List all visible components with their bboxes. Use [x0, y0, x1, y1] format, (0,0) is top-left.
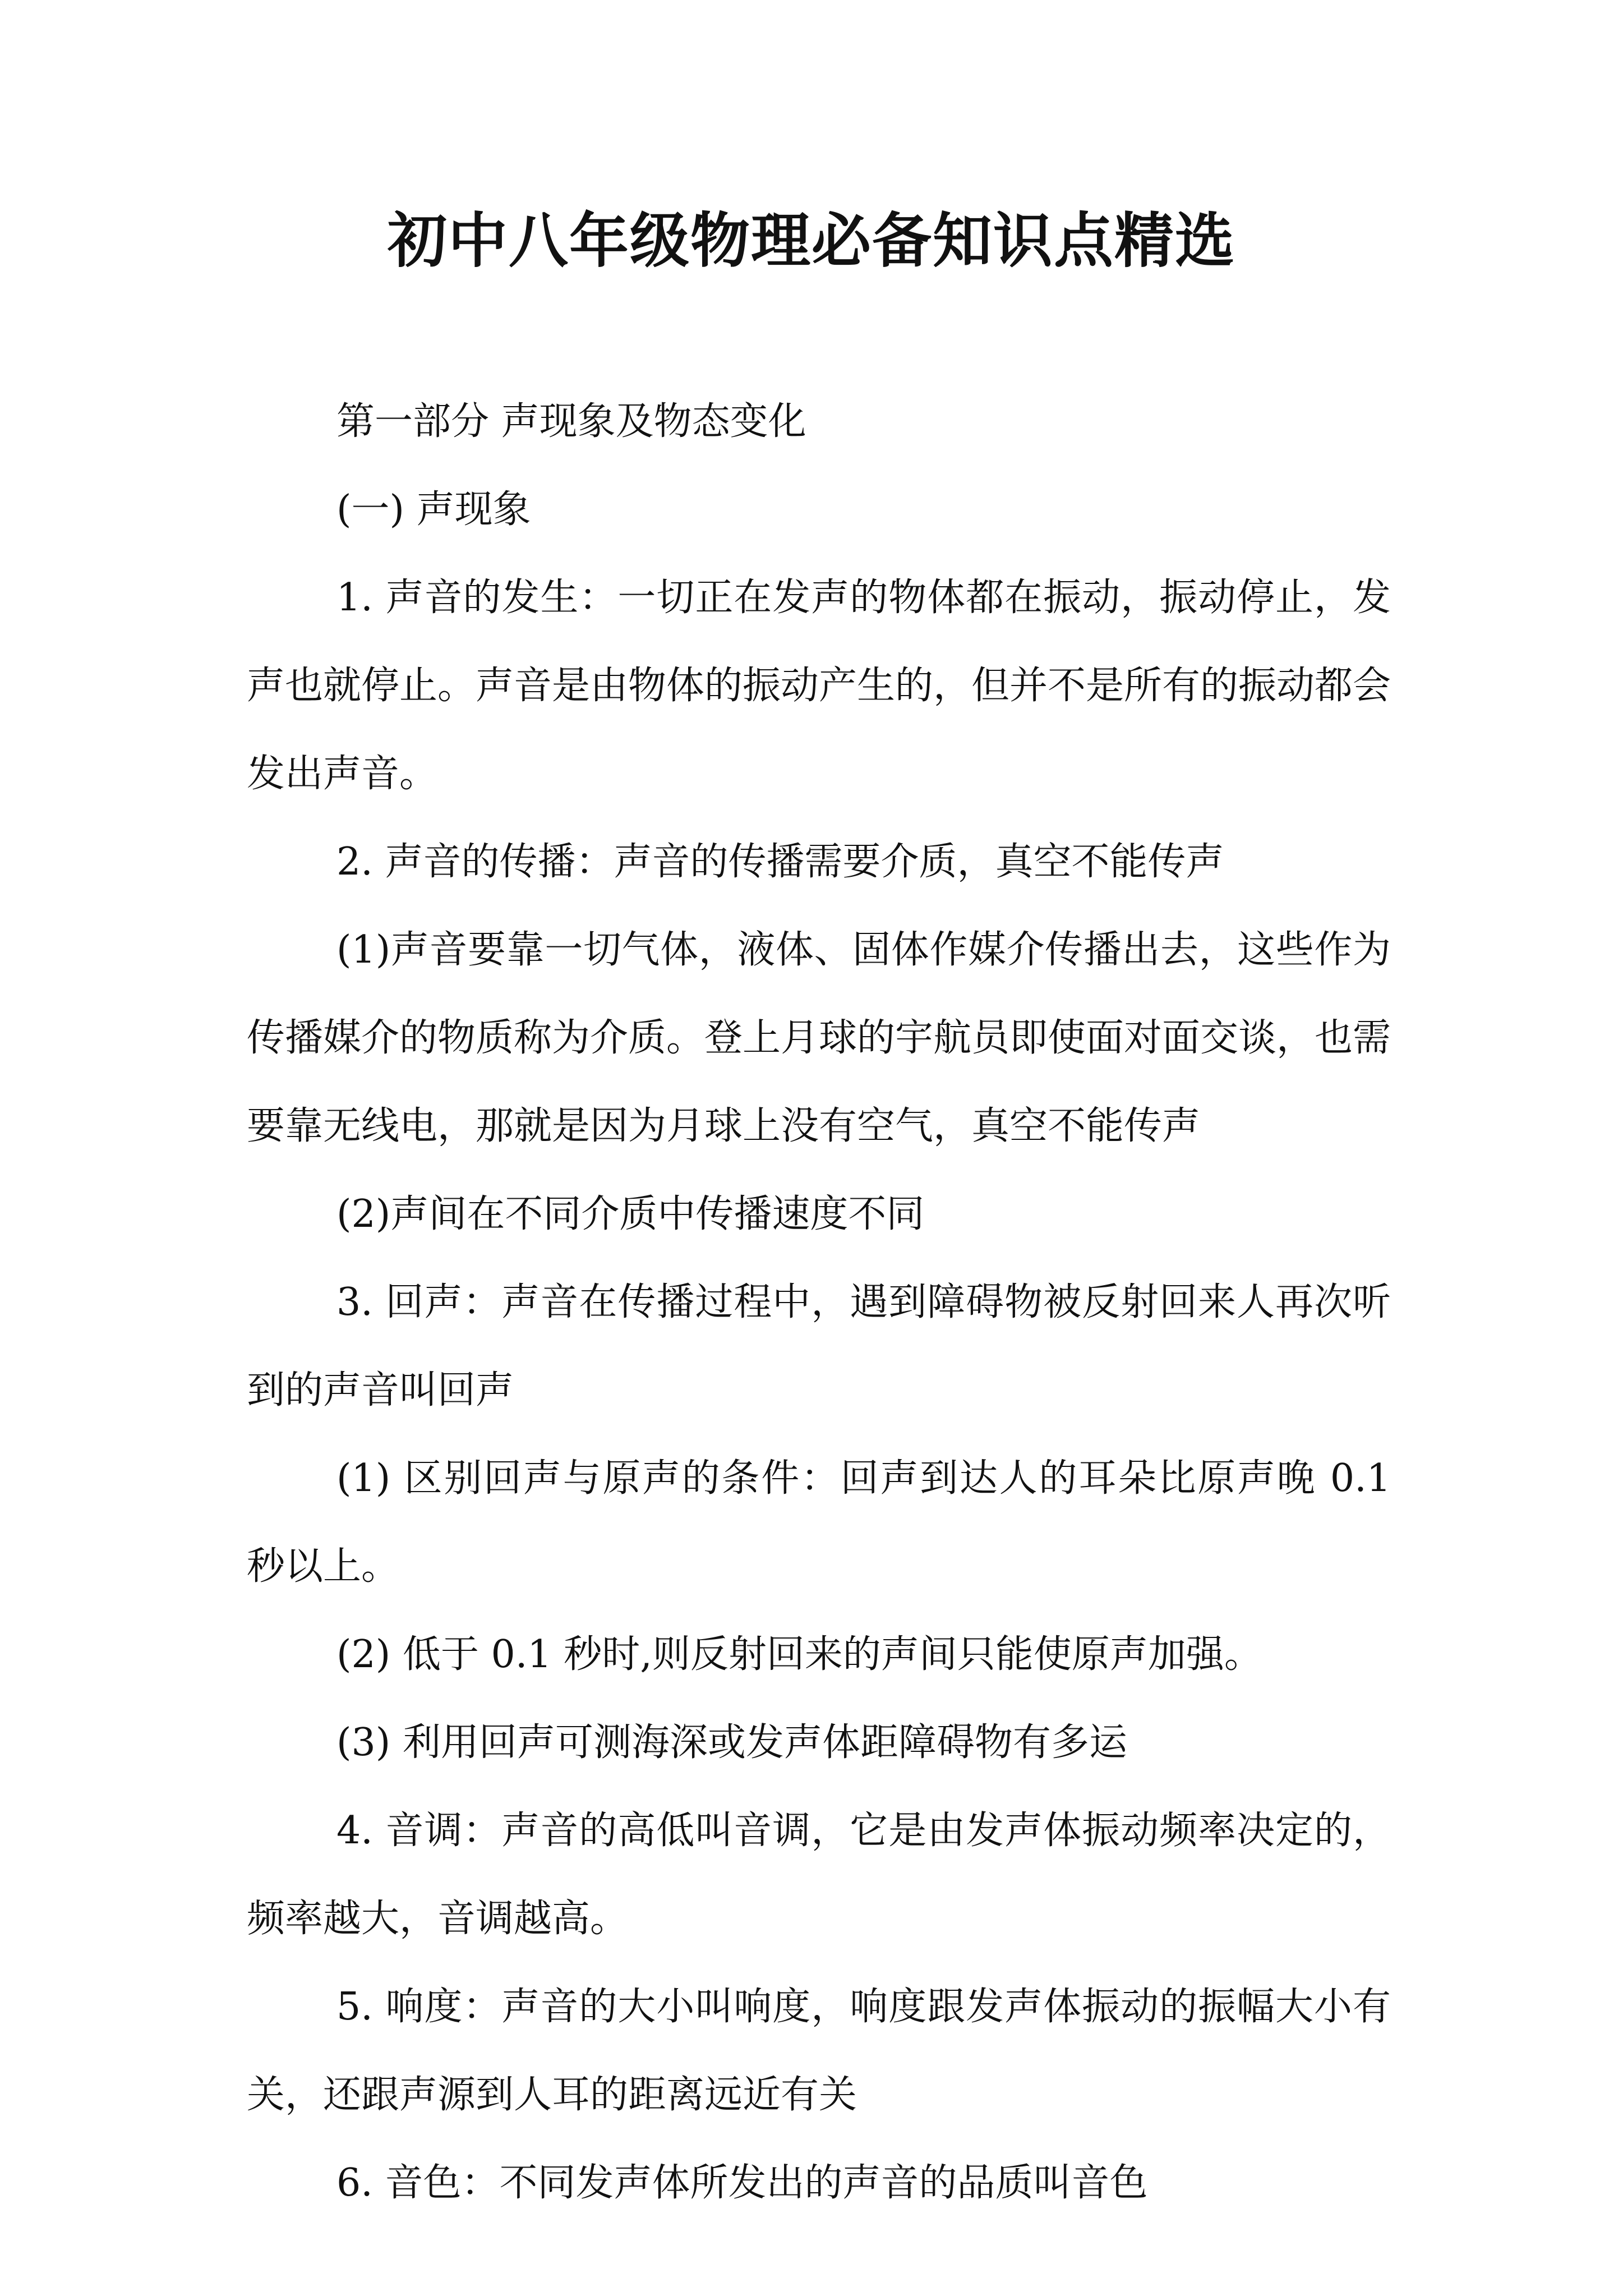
section-heading: 第一部分 声现象及物态变化 [336, 399, 806, 444]
paragraph: 3. 回声：声音在传播过程中，遇到障碍物被反射回来人再次听到的声音叫回声 [247, 1280, 1391, 1412]
paragraph: 6. 音色：不同发声体所发出的声音的品质叫音色 [336, 2161, 1148, 2205]
paragraph: (1)声音要靠一切气体，液体、固体作媒介传播出去，这些作为传播媒介的物质称为介质。登上月球的宇航员即使面对面交谈，也需要靠无线电，那就是因为月球上没有空气，真空不能传声 [247, 928, 1391, 1148]
document-title: 初中八年级物理必备知识点精选 [388, 206, 1235, 275]
paragraph: (2)声间在不同介质中传播速度不同 [336, 1192, 925, 1236]
paragraph: (3) 利用回声可测海深或发声体距障碍物有多运 [336, 1720, 1127, 1765]
paragraph: 2. 声音的传播：声音的传播需要介质，真空不能传声 [336, 840, 1224, 884]
paragraph: 4. 音调：声音的高低叫音调，它是由发声体振动频率决定的，频率越大，音调越高。 [247, 1809, 1391, 1941]
paragraph: (2) 低于 0.1 秒时,则反射回来的声间只能使原声加强。 [336, 1632, 1262, 1677]
subsection-heading: (一) 声现象 [336, 487, 531, 532]
paragraph: 5. 响度：声音的大小叫响度，响度跟发声体振动的振幅大小有关，还跟声源到人耳的距离远近有关 [247, 1985, 1391, 2117]
paragraph: (1) 区别回声与原声的条件：回声到达人的耳朵比原声晚 0.1 秒以上。 [247, 1456, 1391, 1589]
paragraph: 1. 声音的发生：一切正在发声的物体都在振动，振动停止，发声也就停止。声音是由物体的振动产生的，但并不是所有的振动都会发出声音。 [247, 576, 1391, 796]
document-body [247, 378, 1391, 2227]
